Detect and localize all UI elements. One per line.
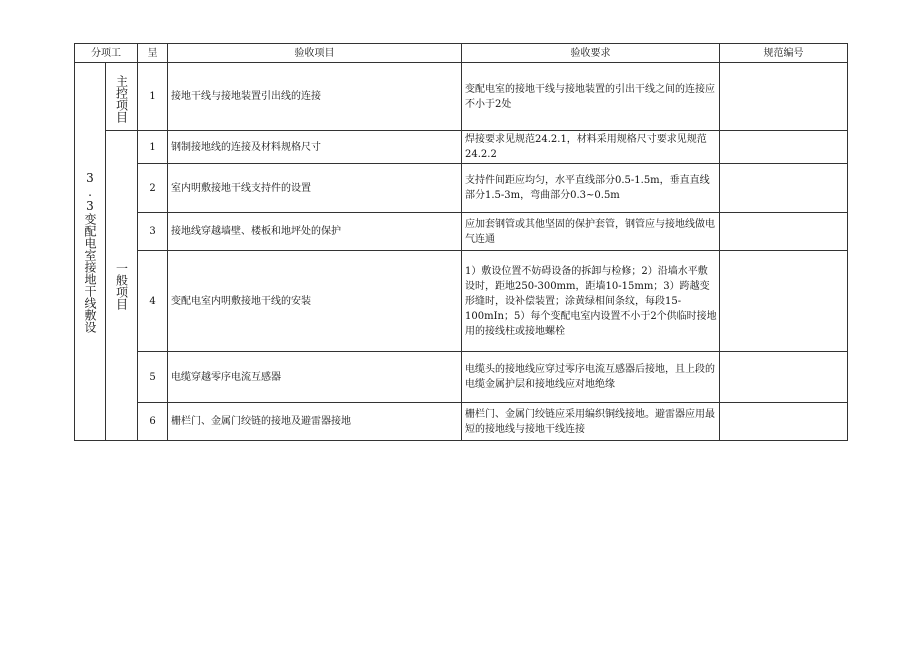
row-requirement: 焊接要求见规范24.2.1，材料采用规格尺寸要求见规范24.2.2	[462, 131, 720, 164]
row-code	[720, 403, 848, 441]
table-row	[75, 63, 848, 131]
row-code	[720, 164, 848, 213]
row-number: 1	[138, 63, 168, 131]
row-code	[720, 131, 848, 164]
row-item: 接地干线与接地装置引出线的连接	[168, 63, 462, 131]
row-number: 3	[138, 213, 168, 251]
group-main-label: 主控项目	[114, 74, 129, 123]
group-general-cell	[106, 131, 138, 441]
row-number: 6	[138, 403, 168, 441]
row-code	[720, 251, 848, 352]
row-number: 4	[138, 251, 168, 352]
header-division: 分项工	[75, 44, 138, 63]
header-code: 规范编号	[720, 44, 848, 63]
row-number: 2	[138, 164, 168, 213]
section-title-cell	[75, 63, 106, 441]
row-requirement: 栅栏门、金属门绞链应采用编织铜线接地。避雷器应用最短的接地线与接地干线连接	[462, 403, 720, 441]
table-row	[75, 213, 848, 251]
acceptance-table	[74, 43, 848, 441]
header-requirement: 验收要求	[462, 44, 720, 63]
row-item: 电缆穿越零序电流互感器	[168, 352, 462, 403]
group-general-label: 一般项目	[114, 261, 129, 310]
row-requirement: 变配电室的接地干线与接地装置的引出干线之间的连接应不小于2处	[462, 63, 720, 131]
row-requirement: 应加套钢管或其他坚固的保护套管，钢管应与接地线做电气连通	[462, 213, 720, 251]
header-number: 呈	[138, 44, 168, 63]
row-number: 1	[138, 131, 168, 164]
table-row	[75, 131, 848, 164]
header-item: 验收项目	[168, 44, 462, 63]
row-code	[720, 63, 848, 131]
table-row	[75, 164, 848, 213]
row-item: 变配电室内明敷接地干线的安装	[168, 251, 462, 352]
row-item: 栅栏门、金属门绞链的接地及避雷器接地	[168, 403, 462, 441]
table-header-row	[75, 44, 848, 63]
table-row	[75, 403, 848, 441]
table-row	[75, 251, 848, 352]
row-code	[720, 213, 848, 251]
row-requirement: 1）敷设位置不妨碍设备的拆卸与检修；2）沿墙水平敷设时，距地250-300mm，距墙10-15mm；3）跨越变形缝时，设补偿装置；涂黄绿相间条纹，每段15-100mIn；5）每个变配电室内设置不小于2个供临时接地用的接线柱或接地螺栓	[462, 251, 720, 352]
row-code	[720, 352, 848, 403]
row-number: 5	[138, 352, 168, 403]
row-item: 接地线穿越墙壁、楼板和地坪处的保护	[168, 213, 462, 251]
section-title: 3.3变配电室接地干线敷设	[83, 170, 97, 333]
row-requirement: 支持件间距应均匀，水平直线部分0.5-1.5m，垂直直线部分1.5-3m，弯曲部分0.3~0.5m	[462, 164, 720, 213]
group-main-cell	[106, 63, 138, 131]
row-item: 钢制接地线的连接及材料规格尺寸	[168, 131, 462, 164]
table-row	[75, 352, 848, 403]
row-item: 室内明敷接地干线支持件的设置	[168, 164, 462, 213]
row-requirement: 电缆头的接地线应穿过零序电流互感器后接地，且上段的电缆金属护层和接地线应对地绝缘	[462, 352, 720, 403]
